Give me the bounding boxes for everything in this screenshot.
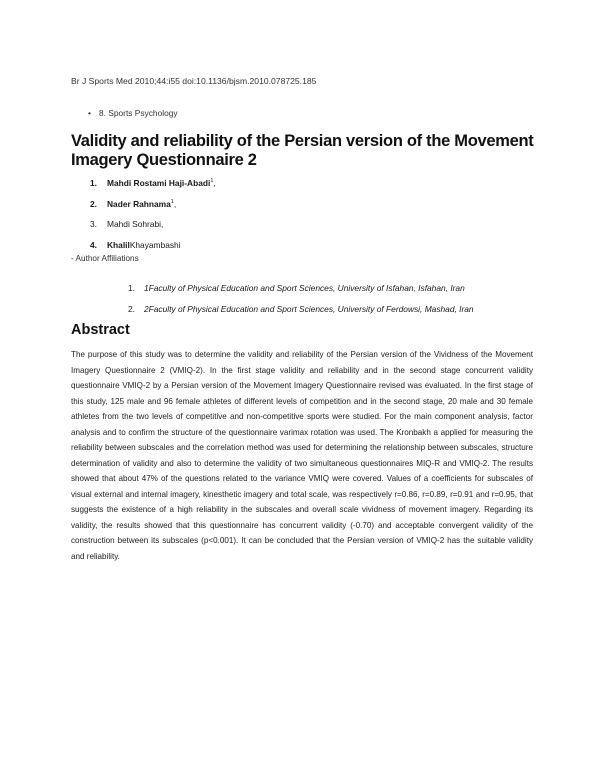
author-name[interactable]: Mahdi Sohrabi: [107, 219, 162, 229]
affiliation-text: 1Faculty of Physical Education and Sport Sciences, University of Isfahan, Isfahan, Iran: [144, 283, 465, 293]
affiliation-item: [128, 283, 474, 304]
author-number: 1.: [90, 178, 97, 188]
affiliations-toggle[interactable]: - Author Affiliations: [71, 254, 139, 263]
abstract-body: The purpose of this study was to determine the validity and reliability of the Persian version of the Vividness of the Movement Imagery Questionnaire 2 (VMIQ-2). In the first stage validity and reliability and in the second stage concurrent validity questionnaire VMIQ-2 by a Persian version of the Movement Imagery Questionnaire revised was evaluated. In the first stage of this study, 125 male and 96 female athletes of different levels of competition and in the second stage, 20 male and 30 female athletes from the two levels of competitive and non-competitive sports were studied. For the main component analysis, factor analysis and to confirm the structure of the questionnaire varimax rotation was used. The Kronbakh a applied for measuring the reliability between subscales and the correlation method was used for determining the relationship between subscales, structure determination of validity and also to determine the validity of two simultaneous questionnaires MIQ-R and VMIQ-2. The results showed that about 47% of the questions related to the variance VMIQ were covered. Values of a coefficients for subscales of visual external and internal imagery, kinesthetic imagery and total scale, was respectively r=0.86, r=0.89, r=0.91 and r=0.95, that suggests the existence of a high reliability in the subscales and overall scale vividness of movement imagery. Regarding its validity, the results showed that this questionnaire has concurrent validity (-0.70) and acceptable convergent validity of the construction between its subscales (p<0.001). It can be concluded that the Persian version of VMIQ-2 has the suitable validity and reliability.: [71, 350, 533, 561]
section-list: [88, 108, 178, 118]
section-link[interactable]: 8. Sports Psychology: [98, 108, 178, 118]
author-item: [90, 219, 216, 240]
author-number: 4.: [90, 239, 97, 250]
author-affiliation-ref[interactable]: 1: [170, 198, 174, 205]
author-list: [90, 178, 216, 260]
author-affiliation-ref[interactable]: 1: [210, 178, 214, 184]
article-title: Validity and reliability of the Persian version of the Movement Imagery Questionnaire 2: [71, 132, 534, 169]
author-separator: ,: [213, 178, 216, 188]
affiliation-item: [128, 304, 474, 325]
author-name[interactable]: Mahdi Rostami Haji-Abadi: [107, 178, 211, 188]
author-number: 3.: [90, 219, 97, 229]
bullet-icon: •: [88, 108, 91, 118]
affiliation-list: [128, 283, 474, 325]
author-separator: ,: [161, 219, 164, 229]
author-name-rest[interactable]: Khayambashi: [129, 239, 181, 250]
author-number: 2.: [90, 198, 97, 209]
abstract-heading: Abstract: [71, 322, 130, 338]
author-item: [90, 199, 216, 220]
affiliation-text: 2Faculty of Physical Education and Sport Sciences, University of Ferdowsi, Mashad, Iran: [144, 304, 474, 314]
citation: Br J Sports Med 2010;44:i55 doi:10.1136/bjsm.2010.078725.185: [71, 76, 317, 86]
author-name[interactable]: Nader Rahnama: [107, 198, 171, 209]
author-name[interactable]: Khalil: [107, 239, 130, 250]
author-item: [90, 178, 216, 199]
affiliation-number: 2.: [128, 304, 135, 314]
author-separator: ,: [173, 198, 177, 209]
affiliation-number: 1.: [128, 283, 135, 293]
